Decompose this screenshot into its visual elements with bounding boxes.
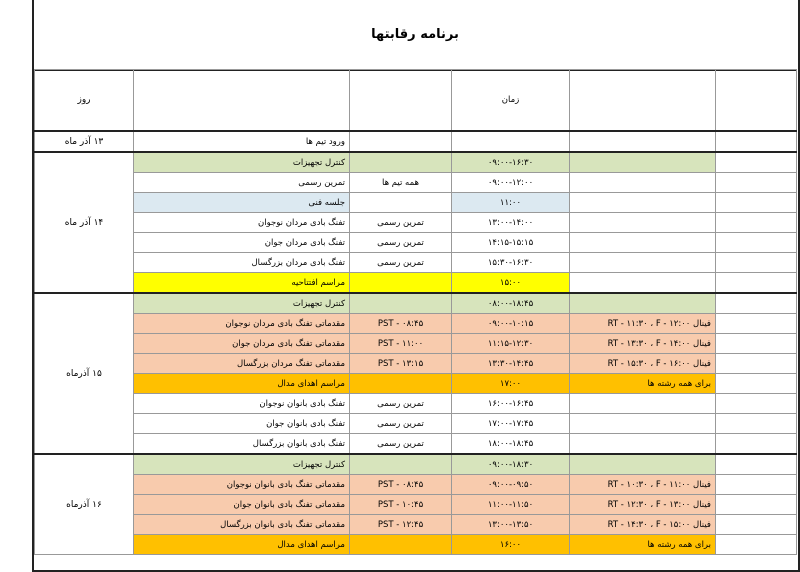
- note-cell: فینال RT - ۱۳:۳۰ ، F - ۱۴:۰۰: [570, 334, 716, 354]
- time-cell: ۰۹:۰۰-۱۶:۳۰: [452, 152, 570, 173]
- group-cell: [350, 131, 452, 152]
- extra-cell: [716, 434, 797, 455]
- time-cell: ۱۱:۱۵-۱۲:۳۰: [452, 334, 570, 354]
- group-cell: همه تیم ها: [350, 173, 452, 193]
- event-cell: مقدماتی تفنگ مردان بزرگسال: [134, 354, 350, 374]
- schedule-row: [35, 173, 797, 193]
- extra-cell: [716, 213, 797, 233]
- time-cell: ۱۳:۳۰-۱۴:۴۵: [452, 354, 570, 374]
- header-day: روز: [35, 70, 134, 132]
- schedule-row: [35, 354, 797, 374]
- note-cell: [570, 414, 716, 434]
- time-cell: ۱۱:۰۰: [452, 193, 570, 213]
- note-cell: فینال RT - ۱۴:۳۰ ، F - ۱۵:۰۰: [570, 515, 716, 535]
- extra-cell: [716, 334, 797, 354]
- header-extra: [716, 70, 797, 132]
- event-cell: مقدماتی تفنگ بادی بانوان نوجوان: [134, 475, 350, 495]
- group-cell: [350, 454, 452, 475]
- schedule-body: [35, 70, 797, 555]
- group-cell: PST - ۱۲:۴۵: [350, 515, 452, 535]
- event-cell: مقدماتی تفنگ بادی مردان نوجوان: [134, 314, 350, 334]
- schedule-row: [35, 213, 797, 233]
- time-cell: ۰۸:۰۰-۱۸:۴۵: [452, 293, 570, 314]
- note-cell: [570, 454, 716, 475]
- schedule-row: [35, 535, 797, 555]
- extra-cell: [716, 131, 797, 152]
- extra-cell: [716, 253, 797, 273]
- time-cell: ۰۹:۰۰-۰۹:۵۰: [452, 475, 570, 495]
- time-cell: ۱۳:۰۰-۱۳:۵۰: [452, 515, 570, 535]
- time-cell: ۱۶:۰۰: [452, 535, 570, 555]
- schedule-row: [35, 233, 797, 253]
- schedule-row: [35, 495, 797, 515]
- event-cell: تفنگ بادی بانوان جوان: [134, 414, 350, 434]
- page-title: برنامه رقابتها: [34, 0, 796, 71]
- event-cell: تفنگ بادی مردان جوان: [134, 233, 350, 253]
- note-cell: فینال RT - ۱۰:۳۰ ، F - ۱۱:۰۰: [570, 475, 716, 495]
- group-cell: PST - ۱۱:۰۰: [350, 334, 452, 354]
- extra-cell: [716, 475, 797, 495]
- schedule-row: [35, 475, 797, 495]
- note-cell: فینال RT - ۱۱:۳۰ ، F - ۱۲:۰۰: [570, 314, 716, 334]
- group-cell: تمرین رسمی: [350, 233, 452, 253]
- schedule-row: [35, 314, 797, 334]
- time-cell: ۱۸:۰۰-۱۸:۴۵: [452, 434, 570, 455]
- event-cell: ورود تیم ها: [134, 131, 350, 152]
- group-cell: تمرین رسمی: [350, 434, 452, 455]
- extra-cell: [716, 535, 797, 555]
- header-event: [134, 70, 350, 132]
- group-cell: تمرین رسمی: [350, 213, 452, 233]
- note-cell: [570, 253, 716, 273]
- header-row: [35, 70, 797, 132]
- group-cell: PST - ۱۰:۴۵: [350, 495, 452, 515]
- schedule-row: [35, 454, 797, 475]
- time-cell: [452, 131, 570, 152]
- extra-cell: [716, 414, 797, 434]
- time-cell: ۱۱:۰۰-۱۱:۵۰: [452, 495, 570, 515]
- time-cell: ۱۴:۱۵-۱۵:۱۵: [452, 233, 570, 253]
- extra-cell: [716, 354, 797, 374]
- note-cell: برای همه رشته ها: [570, 535, 716, 555]
- note-cell: [570, 394, 716, 414]
- group-cell: PST - ۰۸:۴۵: [350, 314, 452, 334]
- schedule-row: [35, 273, 797, 294]
- event-cell: تمرین رسمی: [134, 173, 350, 193]
- note-cell: [570, 273, 716, 294]
- note-cell: فینال RT - ۱۲:۳۰ ، F - ۱۳:۰۰: [570, 495, 716, 515]
- schedule-row: [35, 394, 797, 414]
- extra-cell: [716, 173, 797, 193]
- day-label: ۱۳ آذر ماه: [35, 131, 134, 152]
- schedule-row: [35, 334, 797, 354]
- note-cell: [570, 213, 716, 233]
- note-cell: [570, 131, 716, 152]
- note-cell: [570, 193, 716, 213]
- extra-cell: [716, 314, 797, 334]
- group-cell: تمرین رسمی: [350, 253, 452, 273]
- group-cell: [350, 152, 452, 173]
- schedule-row: [35, 253, 797, 273]
- schedule-row: [35, 131, 797, 152]
- schedule-row: [35, 434, 797, 455]
- extra-cell: [716, 454, 797, 475]
- day-label: ۱۵ آذرماه: [35, 293, 134, 454]
- event-cell: تفنگ بادی مردان بزرگسال: [134, 253, 350, 273]
- event-cell: مراسم افتتاحیه: [134, 273, 350, 294]
- time-cell: ۱۵:۰۰: [452, 273, 570, 294]
- schedule-row: [35, 374, 797, 394]
- schedule-row: [35, 193, 797, 213]
- event-cell: جلسه فنی: [134, 193, 350, 213]
- schedule-row: [35, 293, 797, 314]
- day-label: ۱۴ آذر ماه: [35, 152, 134, 293]
- group-cell: [350, 193, 452, 213]
- event-cell: مراسم اهدای مدال: [134, 535, 350, 555]
- event-cell: تفنگ بادی بانوان بزرگسال: [134, 434, 350, 455]
- event-cell: مراسم اهدای مدال: [134, 374, 350, 394]
- event-cell: کنترل تجهیزات: [134, 454, 350, 475]
- time-cell: ۱۳:۰۰-۱۴:۰۰: [452, 213, 570, 233]
- group-cell: PST - ۰۸:۴۵: [350, 475, 452, 495]
- group-cell: تمرین رسمی: [350, 414, 452, 434]
- event-cell: مقدماتی تفنگ بادی مردان جوان: [134, 334, 350, 354]
- group-cell: [350, 374, 452, 394]
- group-cell: تمرین رسمی: [350, 394, 452, 414]
- header-group: [350, 70, 452, 132]
- event-cell: مقدماتی تفنگ بادی بانوان بزرگسال: [134, 515, 350, 535]
- event-cell: کنترل تجهیزات: [134, 152, 350, 173]
- schedule-table: [34, 69, 797, 555]
- day-label: ۱۶ آذرماه: [35, 454, 134, 555]
- time-cell: ۱۷:۰۰: [452, 374, 570, 394]
- group-cell: [350, 273, 452, 294]
- note-cell: [570, 152, 716, 173]
- schedule-row: [35, 414, 797, 434]
- note-cell: برای همه رشته ها: [570, 374, 716, 394]
- group-cell: [350, 535, 452, 555]
- note-cell: [570, 233, 716, 253]
- extra-cell: [716, 273, 797, 294]
- time-cell: ۰۹:۰۰-۱۲:۰۰: [452, 173, 570, 193]
- time-cell: ۱۶:۰۰-۱۶:۴۵: [452, 394, 570, 414]
- event-cell: تفنگ بادی بانوان نوجوان: [134, 394, 350, 414]
- extra-cell: [716, 394, 797, 414]
- extra-cell: [716, 515, 797, 535]
- note-cell: [570, 434, 716, 455]
- event-cell: کنترل تجهیزات: [134, 293, 350, 314]
- extra-cell: [716, 374, 797, 394]
- extra-cell: [716, 293, 797, 314]
- group-cell: [350, 293, 452, 314]
- group-cell: PST - ۱۳:۱۵: [350, 354, 452, 374]
- schedule-row: [35, 152, 797, 173]
- extra-cell: [716, 152, 797, 173]
- extra-cell: [716, 233, 797, 253]
- header-note: [570, 70, 716, 132]
- time-cell: ۱۵:۳۰-۱۶:۳۰: [452, 253, 570, 273]
- note-cell: فینال RT - ۱۵:۳۰ ، F - ۱۶:۰۰: [570, 354, 716, 374]
- time-cell: ۰۹:۰۰-۱۰:۱۵: [452, 314, 570, 334]
- note-cell: [570, 293, 716, 314]
- extra-cell: [716, 495, 797, 515]
- extra-cell: [716, 193, 797, 213]
- schedule-row: [35, 515, 797, 535]
- time-cell: ۰۹:۰۰-۱۸:۳۰: [452, 454, 570, 475]
- time-cell: ۱۷:۰۰-۱۷:۴۵: [452, 414, 570, 434]
- header-time: زمان: [452, 70, 570, 132]
- note-cell: [570, 173, 716, 193]
- event-cell: تفنگ بادی مردان نوجوان: [134, 213, 350, 233]
- event-cell: مقدماتی تفنگ بادی بانوان جوان: [134, 495, 350, 515]
